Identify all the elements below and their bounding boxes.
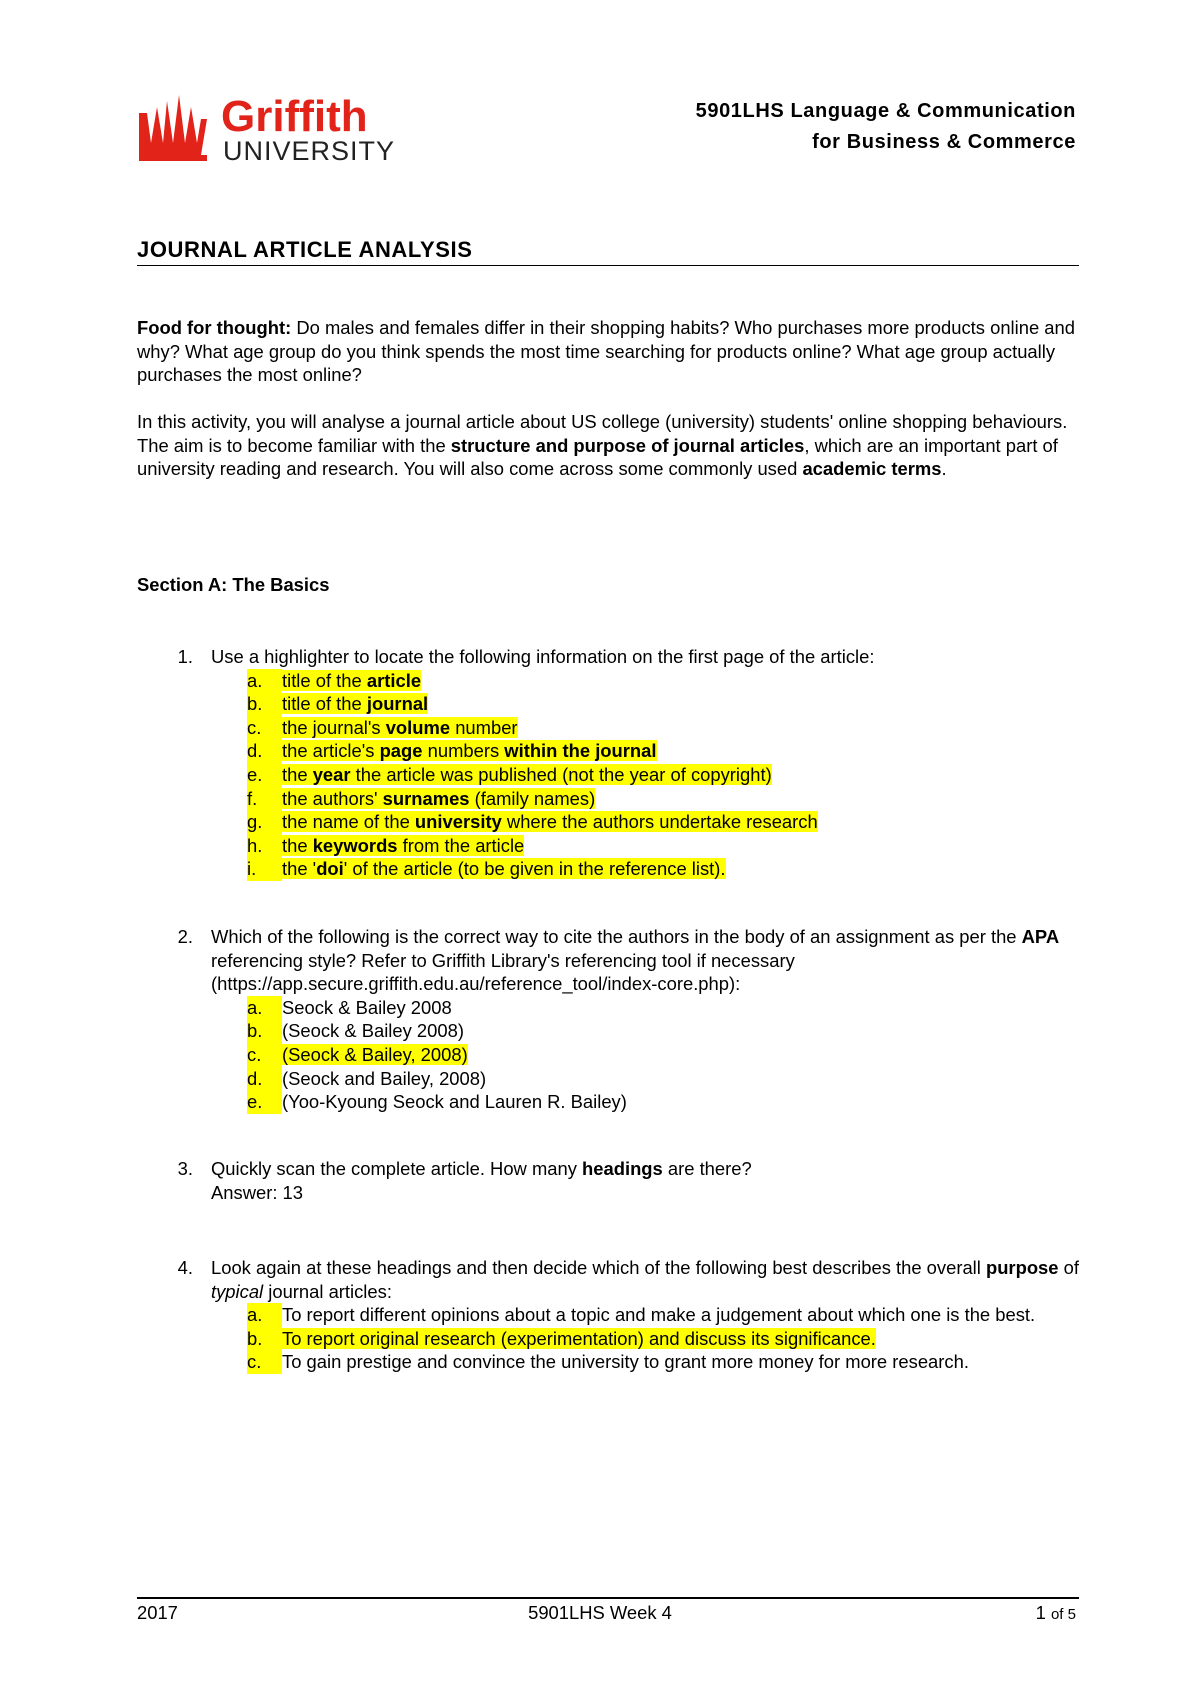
question-1 — [137, 645, 1082, 881]
option-bold-text: university — [414, 811, 502, 833]
option-item — [247, 996, 1082, 1020]
option-text — [247, 1350, 1082, 1374]
option-label: b. — [247, 692, 282, 716]
footer-center: 5901LHS Week 4 — [528, 1602, 672, 1623]
option-text — [247, 1090, 1082, 1114]
option-text-part: title of the — [282, 693, 367, 715]
option-label: h. — [247, 834, 282, 858]
option-bold-text: volume — [385, 716, 451, 738]
intro-paragraph-2 — [137, 410, 1079, 481]
question-text: Use a highlighter to locate the following information on the first page of the article: — [211, 646, 875, 667]
option-label: g. — [247, 810, 282, 834]
option-text — [247, 996, 1082, 1020]
option-text — [247, 810, 1082, 834]
option-text — [247, 834, 1082, 858]
option-label: i. — [247, 857, 282, 881]
option-text-highlight — [282, 788, 595, 809]
option-text-highlight — [282, 717, 518, 738]
intro-text: In this activity, you will analyse a journal article about US college (university) students' online shopping behaviours. The aim is to become familiar with the — [137, 411, 1068, 456]
option-label: a. — [247, 1303, 282, 1327]
answer-text: Answer: 13 — [211, 1181, 303, 1203]
option-text-part: (family names) — [469, 787, 596, 809]
option-label: f. — [247, 787, 282, 811]
option-bold-text: surnames — [382, 787, 470, 809]
logo-emblem-icon — [139, 95, 207, 161]
option-text-content: To gain prestige and convince the university to grant more money for more research. — [282, 1351, 969, 1373]
question-bold-text: headings — [582, 1158, 663, 1179]
intro-paragraph-1 — [137, 316, 1079, 387]
option-text — [247, 763, 1082, 787]
question-2-options — [247, 996, 1082, 1114]
course-title-line-2: for Business & Commerce — [812, 131, 1076, 153]
page-number: 1 — [1035, 1602, 1046, 1623]
option-text-part: where the authors undertake research — [501, 811, 818, 833]
section-heading: Section A: The Basics — [137, 574, 330, 595]
question-text — [211, 1256, 1082, 1303]
option-text-content: Seock & Bailey 2008 — [282, 996, 452, 1018]
option-text-part: the — [282, 763, 313, 785]
griffith-logo — [137, 93, 447, 165]
question-text-part: Which of the following is the correct way to cite the authors in the body of an assignment as per the — [211, 926, 1022, 947]
question-1-options — [247, 669, 1082, 881]
option-text-part: from the article — [397, 834, 525, 856]
option-text-part: the article was published (not the year of copyright) — [350, 763, 772, 785]
question-4-options — [247, 1303, 1082, 1374]
footer-divider — [137, 1597, 1079, 1599]
question-text-part: Quickly scan the complete article. How many — [211, 1158, 583, 1179]
option-item — [247, 787, 1082, 811]
option-label: c. — [247, 1350, 282, 1374]
footer-page-number — [1036, 1602, 1076, 1624]
option-item — [247, 669, 1082, 693]
option-item — [247, 857, 1082, 881]
option-label: e. — [247, 763, 282, 787]
question-3 — [137, 1157, 1082, 1204]
option-text-content: (Seock & Bailey 2008) — [282, 1020, 464, 1042]
option-text-highlight — [282, 693, 428, 714]
option-item — [247, 716, 1082, 740]
question-text-part: journal articles: — [263, 1280, 392, 1302]
question-number: 3. — [177, 1158, 193, 1179]
option-text-highlight — [282, 670, 421, 691]
intro-text: , which are an important part of university reading and research. You will also come across some commonly used — [137, 434, 1058, 480]
option-text — [247, 1019, 1082, 1043]
logo-subtitle: UNIVERSITY — [223, 136, 396, 165]
option-text-part: the ' — [282, 858, 317, 880]
option-text — [247, 1303, 1082, 1327]
question-number: 2. — [177, 926, 193, 947]
question-text-part: Look again at these headings and then decide which of the following best describes the overall — [211, 1257, 986, 1278]
intro-text: . — [941, 458, 947, 480]
option-label: c. — [247, 1043, 282, 1067]
option-text-part: number — [450, 716, 518, 738]
question-text-part: of — [1058, 1257, 1079, 1278]
option-item — [247, 1019, 1082, 1043]
option-text — [247, 692, 1082, 716]
option-item — [247, 1043, 1082, 1067]
option-text — [247, 1067, 1082, 1091]
option-text — [247, 787, 1082, 811]
option-label: c. — [247, 716, 282, 740]
option-item — [247, 1090, 1082, 1114]
option-text-part: the authors' — [282, 787, 383, 809]
option-item — [247, 1303, 1082, 1327]
option-text-part: numbers — [422, 740, 505, 762]
page-title: JOURNAL ARTICLE ANALYSIS — [137, 237, 1079, 266]
food-for-thought-label: Food for thought: — [137, 317, 292, 338]
intro-bold-text: structure and purpose of journal articles — [450, 434, 805, 456]
option-text — [247, 1043, 1082, 1067]
option-item — [247, 1067, 1082, 1091]
option-bold-text: doi — [316, 858, 344, 880]
option-text-highlight — [282, 835, 524, 856]
question-text — [211, 925, 1082, 996]
question-number: 1. — [177, 646, 193, 667]
option-bold-text: journal — [366, 693, 429, 715]
intro-bold-text: academic terms — [802, 458, 942, 480]
option-label: b. — [247, 1019, 282, 1043]
option-label: d. — [247, 739, 282, 763]
option-text — [247, 1327, 1082, 1351]
footer-year: 2017 — [137, 1602, 178, 1623]
question-text-part: are there? — [662, 1158, 752, 1179]
option-text-part: the — [282, 834, 313, 856]
option-item — [247, 739, 1082, 763]
option-label: b. — [247, 1327, 282, 1351]
option-label: d. — [247, 1067, 282, 1091]
option-text — [247, 739, 1082, 763]
option-text-highlight — [282, 811, 818, 832]
option-text-content: To report different opinions about a topic and make a judgement about which one is the best. — [282, 1304, 1036, 1326]
option-bold-text: page — [379, 740, 423, 762]
logo-wordmark: Griffith — [221, 93, 368, 141]
question-text — [211, 1157, 1082, 1181]
question-number: 4. — [177, 1257, 193, 1278]
question-4 — [137, 1256, 1082, 1374]
option-label: e. — [247, 1090, 282, 1114]
option-label: a. — [247, 669, 282, 693]
option-item — [247, 1350, 1082, 1374]
question-italic-text: typical — [211, 1280, 264, 1302]
question-bold-text: purpose — [985, 1257, 1059, 1278]
option-text-part: the article's — [282, 740, 380, 762]
option-text — [247, 857, 1082, 881]
course-title-line-1: 5901LHS Language & Communication — [695, 100, 1076, 122]
option-bold-text: keywords — [312, 834, 398, 856]
option-item — [247, 763, 1082, 787]
option-text-content: (Yoo-Kyoung Seock and Lauren R. Bailey) — [282, 1091, 627, 1113]
option-text — [247, 716, 1082, 740]
option-text-part: the name of the — [282, 811, 415, 833]
option-text-part: ' of the article (to be given in the reference list). — [343, 858, 726, 880]
option-bold-text: year — [312, 763, 351, 785]
option-text-content: (Seock & Bailey, 2008) — [282, 1043, 468, 1065]
option-text-highlight — [282, 764, 772, 785]
option-text-part: the journal's — [282, 716, 386, 738]
option-text-part: title of the — [282, 669, 367, 691]
option-text-highlight — [282, 740, 657, 761]
option-bold-text: within the journal — [504, 740, 657, 762]
option-item — [247, 1327, 1082, 1351]
page-total: of 5 — [1050, 1606, 1076, 1623]
question-bold-text: APA — [1021, 926, 1060, 947]
option-text-content: To report original research (experimentation) and discuss its significance. — [282, 1327, 876, 1349]
question-2 — [137, 925, 1082, 1114]
option-text — [247, 669, 1082, 693]
option-item — [247, 834, 1082, 858]
option-bold-text: article — [366, 669, 422, 691]
food-for-thought-text: Do males and females differ in their shopping habits? Who purchases more products online and why? What age group do you think spends the most time searching for products online? What age group actually purchases the most online? — [137, 317, 1075, 386]
option-item — [247, 692, 1082, 716]
question-text-part: referencing style? Refer to Griffith Library's referencing tool if necessary (https://app.secure.griffith.edu.au/reference_tool/index-core.php): — [211, 949, 795, 995]
option-text-content: (Seock and Bailey, 2008) — [282, 1067, 487, 1089]
option-label: a. — [247, 996, 282, 1020]
option-text-highlight — [282, 858, 726, 879]
course-title — [696, 96, 1076, 158]
option-item — [247, 810, 1082, 834]
